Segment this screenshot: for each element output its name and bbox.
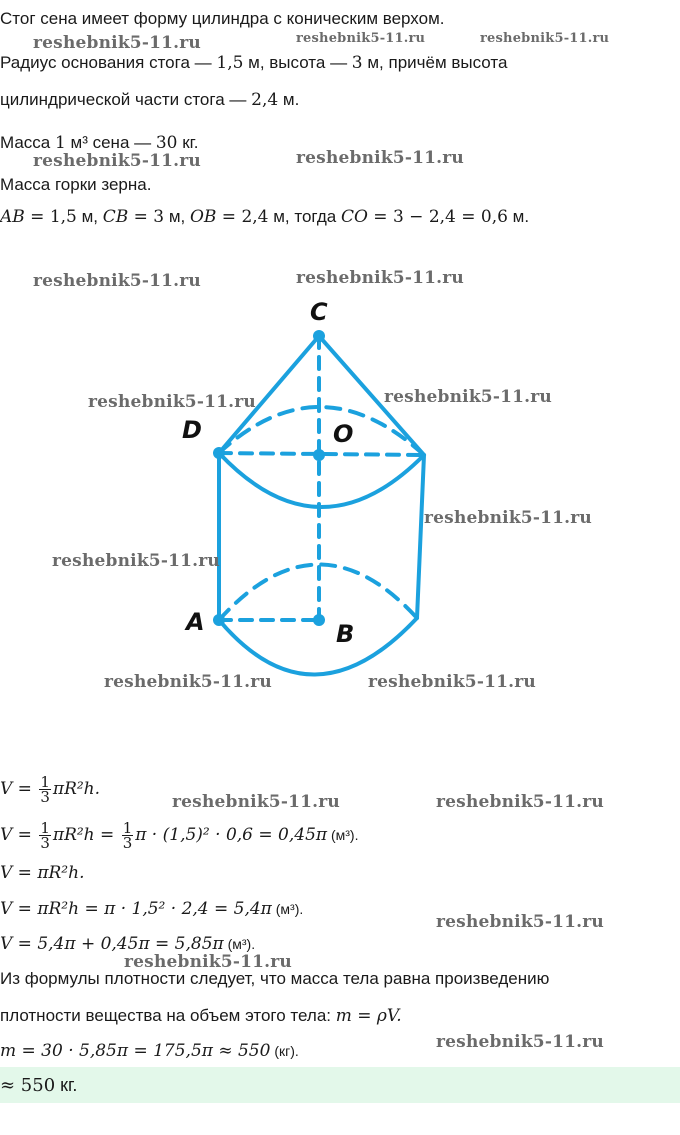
watermark: reshebnik5-11.ru [436,792,604,812]
label-o: O [333,420,354,448]
watermark: reshebnik5-11.ru [436,912,604,932]
cylinder-side-right [417,455,424,618]
problem-line-4: Масса 1 м³ сена — 30 кг. [0,133,199,153]
problem-line-6: AB = 1,5 м, CB = 3 м, OB = 2,4 м, тогда CO = 3 − 2,4 = 0,6 м. [0,207,530,227]
point-o [313,449,325,461]
cylinder-cone-figure [0,290,680,690]
watermark: reshebnik5-11.ru [33,271,201,291]
watermark: reshebnik5-11.ru [480,31,610,46]
problem-line-5: Масса горки зерна. [0,175,152,194]
top-ellipse-front [219,453,424,507]
formula-cylinder-calc: V = πR²h = π · 1,5² · 2,4 = 5,4π (м³). [0,899,304,919]
formula-mass: m = 30 · 5,85π = 175,5π ≈ 550 (кг). [0,1041,299,1061]
watermark: reshebnik5-11.ru [104,672,272,692]
density-text-2: плотности вещества на объем этого тела: m = ρV. [0,1006,402,1026]
formula-cone-calc: V = $\frac{1}{3}$ πR²h = $\frac{1}{3}$ π · (1,5)² · 0,6 = 0,45π (м³). [0,819,359,853]
label-d: D [182,416,202,444]
watermark: reshebnik5-11.ru [33,33,201,53]
point-c [313,330,325,342]
formula-cylinder-volume: V = πR²h. [0,863,85,883]
watermark: reshebnik5-11.ru [296,268,464,288]
watermark: reshebnik5-11.ru [436,1032,604,1052]
watermark: reshebnik5-11.ru [296,31,426,46]
watermark: reshebnik5-11.ru [296,148,464,168]
label-b: B [336,620,355,648]
watermark: reshebnik5-11.ru [172,792,340,812]
formula-total-volume: V = 5,4π + 0,45π = 5,85π (м³). [0,934,256,954]
point-a [213,614,225,626]
bottom-ellipse-front [219,618,417,675]
problem-line-1: Стог сена имеет форму цилиндра с коническим верхом. [0,9,445,28]
problem-line-2: Радиус основания стога — 1,5 м, высота — 3 м, причём высота [0,53,508,73]
watermark: reshebnik5-11.ru [384,387,552,407]
point-b [313,614,325,626]
label-a: A [186,608,205,636]
point-d [213,447,225,459]
answer-box: ≈ 550 кг. [0,1067,680,1103]
watermark: reshebnik5-11.ru [52,551,220,571]
watermark: reshebnik5-11.ru [124,952,292,972]
watermark: reshebnik5-11.ru [424,508,592,528]
watermark: reshebnik5-11.ru [33,151,201,171]
label-c: C [310,298,328,326]
watermark: reshebnik5-11.ru [368,672,536,692]
density-text-1: Из формулы плотности следует, что масса тела равна произведению [0,969,550,988]
watermark: reshebnik5-11.ru [88,392,256,412]
problem-line-3: цилиндрической части стога — 2,4 м. [0,90,300,110]
formula-cone-volume: V = $\frac{1}{3}$ πR²h. [0,773,101,807]
